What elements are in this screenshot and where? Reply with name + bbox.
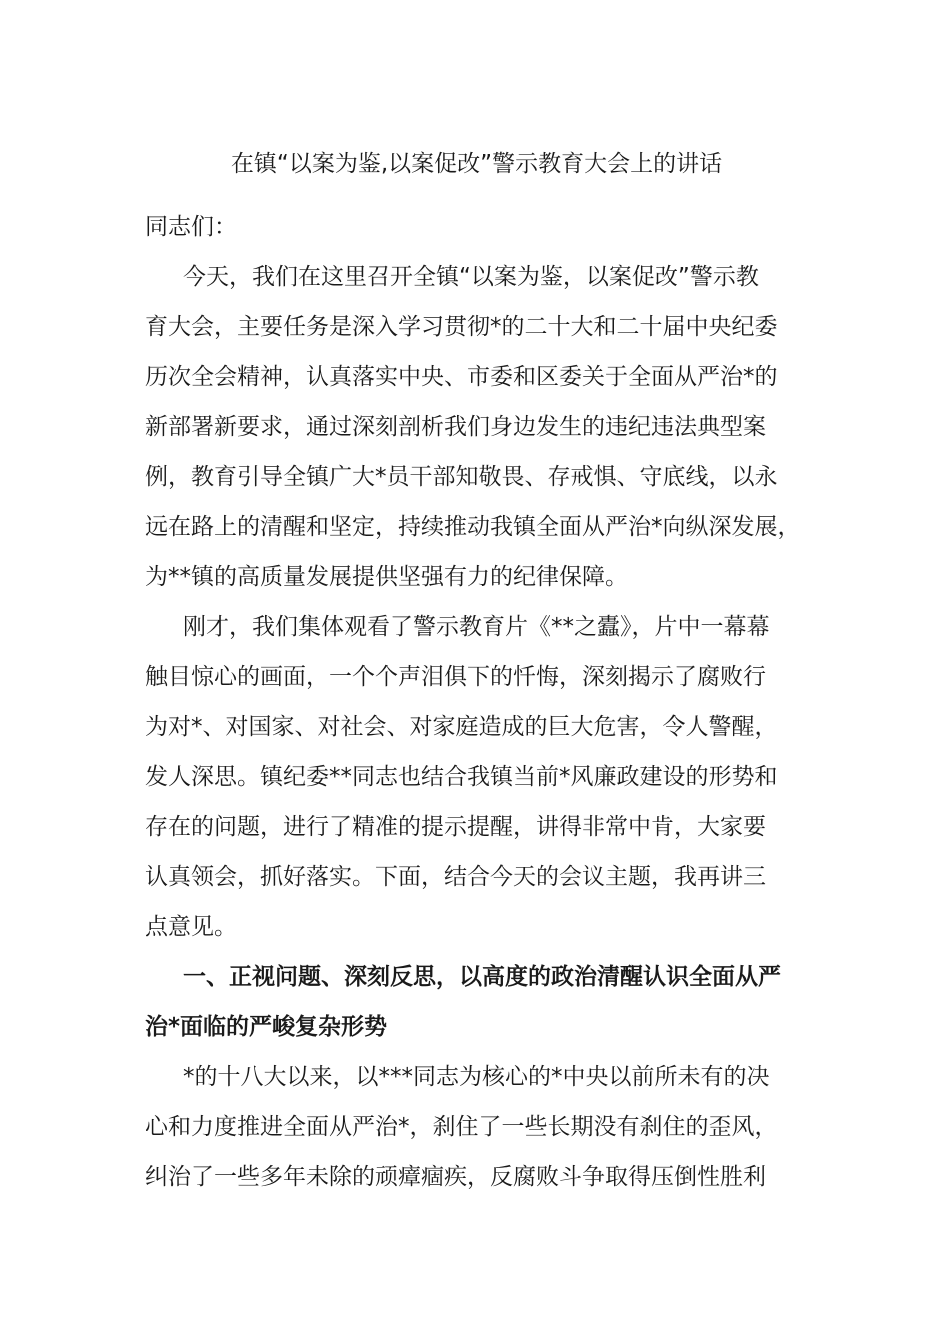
paragraph-2-line-4: 发人深思。镇纪委**同志也结合我镇当前*风廉政建设的形势和 bbox=[145, 764, 778, 790]
section-heading-line-2: 治*面临的严峻复杂形势 bbox=[145, 1014, 388, 1040]
paragraph-1-line-1: 今天，我们在这里召开全镇“以案为鉴，以案促改”警示教 bbox=[183, 264, 759, 290]
paragraph-3-line-2: 心和力度推进全面从严治*，刹住了一些长期没有刹住的歪风， bbox=[145, 1114, 778, 1140]
paragraph-1-line-3: 历次全会精神，认真落实中央、市委和区委关于全面从严治*的 bbox=[145, 364, 778, 390]
paragraph-2-line-7: 点意见。 bbox=[145, 914, 237, 940]
paragraph-2-line-6: 认真领会，抓好落实。下面，结合今天的会议主题，我再讲三 bbox=[145, 864, 766, 890]
paragraph-2-line-2: 触目惊心的画面，一个个声泪俱下的忏悔，深刻揭示了腐败行 bbox=[145, 664, 766, 690]
paragraph-1-line-4: 新部署新要求，通过深刻剖析我们身边发生的违纪违法典型案 bbox=[145, 414, 766, 440]
paragraph-1-line-6: 远在路上的清醒和坚定，持续推动我镇全面从严治*向纵深发展， bbox=[145, 514, 801, 540]
section-heading-line-1: 一、正视问题、深刻反思，以高度的政治清醒认识全面从严 bbox=[183, 964, 781, 990]
paragraph-3-line-1: *的十八大以来，以***同志为核心的*中央以前所未有的决 bbox=[183, 1064, 770, 1090]
paragraph-1-line-2: 育大会，主要任务是深入学习贯彻*的二十大和二十届中央纪委 bbox=[145, 314, 778, 340]
paragraph-2-line-3: 为对*、对国家、对社会、对家庭造成的巨大危害，令人警醒， bbox=[145, 714, 778, 740]
paragraph-1-line-5: 例，教育引导全镇广大*员干部知敬畏、存戒惧、守底线，以永 bbox=[145, 464, 778, 490]
paragraph-2-line-1: 刚才，我们集体观看了警示教育片《**之蠹》，片中一幕幕 bbox=[183, 614, 770, 640]
paragraph-2-line-5: 存在的问题，进行了精准的提示提醒，讲得非常中肯，大家要 bbox=[145, 814, 766, 840]
document-title: 在镇“以案为鉴,以案促改”警示教育大会上的讲话 bbox=[230, 151, 723, 177]
paragraph-3-line-3: 纠治了一些多年未除的顽瘴痼疾，反腐败斗争取得压倒性胜利 bbox=[145, 1164, 766, 1190]
salutation: 同志们： bbox=[145, 214, 237, 240]
paragraph-1-line-7: 为**镇的高质量发展提供坚强有力的纪律保障。 bbox=[145, 564, 628, 590]
